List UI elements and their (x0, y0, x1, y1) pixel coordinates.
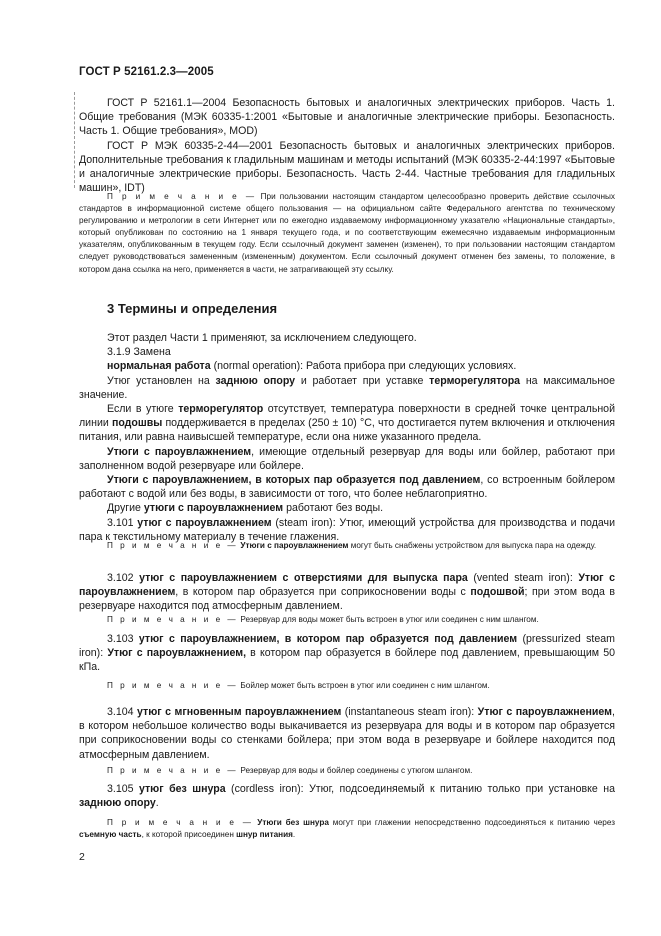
paragraph: Утюги с пароувлажнением, имеющие отдельный резервуар для воды или бойлер, работают при заполненном водой резервуаре или бойлере. (79, 445, 616, 472)
definition-3-103: 3.103 утюг с пароувлажнением, в котором пар образуется под давлением (pressurized steam iron): Утюг с пароувлажнением, в котором пар образуется в бойлере под давлением, превышающим 50 кПа. (79, 633, 615, 674)
paragraph: Утюг установлен на заднюю опору и работает при уставке терморегулятора на максимальное значение. (79, 374, 615, 401)
document-header: ГОСТ Р 52161.2.3—2005 (79, 66, 214, 78)
revision-marker-line (74, 92, 76, 188)
normative-references (79, 96, 615, 195)
paragraph: Другие утюги с пароувлажнением работают без воды. (107, 502, 384, 515)
paragraph: Если в утюге терморегулятор отсутствует, температура поверхности в средней точке центральной линии подошвы поддерживается в пределах (250 ± 10) °C, что достигается путем включения и отключения питания, или равна наивысшей температуре, если она ниже указанного предела. (79, 403, 615, 444)
page-number: 2 (79, 851, 85, 863)
note-3-105: П р и м е ч а н и е — Утюги без шнура могут при глажении непосредственно подсоединяться к питанию через съемную часть, к которой присоединен шнур питания. (79, 818, 615, 840)
reference-item: ГОСТ Р 52161.1—2004 Безопасность бытовых и аналогичных электрических приборов. Часть 1. Общие требования (МЭК 60335-1:2001 «Бытовые и аналогичные электрические приборы. Безопасность. Часть 1. Общие требования», MOD) (79, 97, 615, 138)
note-3-102: П р и м е ч а н и е — Резервуар для воды может быть встроен в утюг или соединен с ним шлангом. (107, 615, 539, 624)
section-body (79, 331, 615, 544)
note-3-103: П р и м е ч а н и е — Бойлер может быть встроен в утюг или соединен с ним шлангом. (107, 681, 490, 690)
definition-3-104: 3.104 утюг с мгновенным пароувлажнением (instantaneous steam iron): Утюг с пароувлажнением, в котором небольшое количество воды выкачивается из резервуара для воды и в котором пар образуется при соприкосновении воды со стенками бойлера; при этом вода в резервуаре и бойлере находится под атмосферным давлением. (79, 706, 615, 761)
references-note (79, 191, 615, 276)
note-3-101: П р и м е ч а н и е — Утюги с пароувлажнением могут быть снабжены устройством для выпуска пара на одежду. (107, 541, 597, 550)
clause-heading: 3.1.9 Замена (107, 346, 171, 359)
definition-3-101: 3.101 утюг с пароувлажнением (steam iron): Утюг, имеющий устройства для производства и подачи пара к текстильному материалу в течение глажения. (79, 516, 615, 543)
note-text: При пользовании настоящим стандартом целесообразно проверить действие ссылочных стандартов в информационной системе общего пользования — на официальном сайте Федерального агентства по техническому регулированию и метрологии в сети Интернет или по ежегодно издаваемому информационному указателю «Национальные стандарты», который опубликован по состоянию на 1 января текущего года, и по соответствующим ежемесячно издаваемым информационным указателям, опубликованным в текущем году. Если ссылочный документ заменен (изменен), то при пользовании настоящим стандартом следует руководствоваться замененным (измененным) документом. Если ссылочный документ отменен без замены, то положение, в котором дана ссылка на него, применяется в части, не затрагивающей эту ссылку. (79, 192, 615, 274)
note-label: П р и м е ч а н и е — (107, 192, 257, 201)
note-3-104: П р и м е ч а н и е — Резервуар для воды и бойлер соединены с утюгом шлангом. (107, 766, 473, 775)
definition-normal-operation: нормальная работа (normal operation): Работа прибора при следующих условиях. (107, 360, 517, 373)
definition-3-102: 3.102 утюг с пароувлажнением с отверстиями для выпуска пара (vented steam iron): Утюг с пароувлажнением, в котором пар образуется при соприкосновении воды с подошвой; при этом вода в резервуаре находится под атмосферным давлением. (79, 572, 615, 613)
paragraph: Утюги с пароувлажнением, в которых пар образуется под давлением, со встроенным бойлером работают с водой или без воды, в зависимости от того, что более неблагоприятно. (79, 474, 616, 501)
reference-item: ГОСТ Р МЭК 60335-2-44—2001 Безопасность бытовых и аналогичных электрических приборов. Дополнительные требования к гладильным машинам и методы испытаний (МЭК 60335-2-44:1997 «Бытовые и аналогичные электрические приборы. Безопасность. Часть 2-44. Частные требования для гладильных машин», IDT) (79, 139, 615, 195)
section-title: 3 Термины и определения (107, 301, 278, 316)
definition-3-105: 3.105 утюг без шнура (cordless iron): Утюг, подсоединяемый к питанию только при установке на заднюю опору. (79, 783, 615, 810)
section-intro: Этот раздел Части 1 применяют, за исключением следующего. (107, 332, 417, 344)
